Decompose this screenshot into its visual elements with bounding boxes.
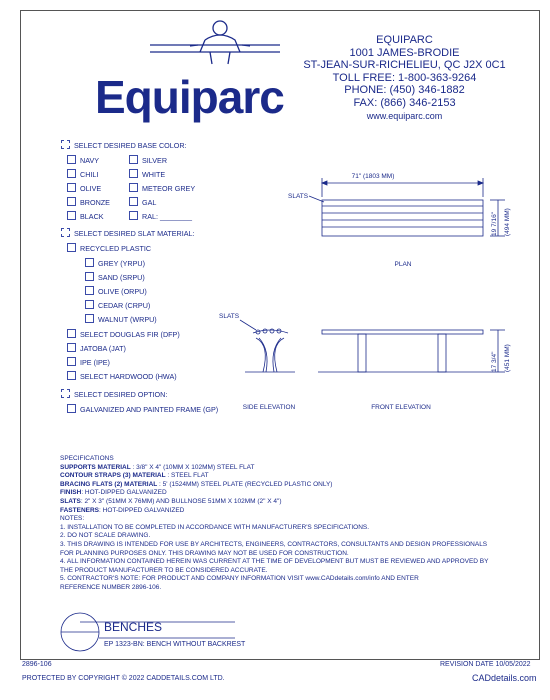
spec-line: SLATS: 2" X 3" (51MM X 76MM) AND BULLNOSE 51MM X 102MM (2" X 4") xyxy=(60,497,282,505)
option-label: RAL: ________ xyxy=(142,212,192,221)
company-name: EQUIPARC xyxy=(376,34,433,46)
plan-slats-label: SLATS xyxy=(288,193,309,200)
front-elevation-label: FRONT ELEVATION xyxy=(371,404,431,411)
note-line: REFERENCE NUMBER 2896-106. xyxy=(60,583,162,591)
option-label: BRONZE xyxy=(80,198,110,207)
company-website[interactable]: www.equiparc.com xyxy=(366,110,443,121)
side-elevation-label: SIDE ELEVATION xyxy=(242,404,296,411)
option-label: OLIVE xyxy=(80,184,102,193)
company-tollfree: TOLL FREE: 1-800-363-9264 xyxy=(332,71,477,84)
option-label: BLACK xyxy=(80,212,104,221)
caddetails-brand[interactable]: CADdetails.com xyxy=(472,673,537,683)
option-label: GAL xyxy=(142,198,157,207)
spec-line: CONTOUR STRAPS (3) MATERIAL : STEEL FLAT xyxy=(60,472,209,480)
option-label: OLIVE (ORPU) xyxy=(98,287,147,296)
spec-line: BRACING FLATS (2) MATERIAL : 5' (1524MM) STEEL PLATE (RECYCLED PLASTIC ONLY) xyxy=(60,480,333,488)
company-address-2: ST-JEAN-SUR-RICHELIEU, QC J2X 0C1 xyxy=(303,59,506,72)
option-label: RECYCLED PLASTIC xyxy=(80,244,152,253)
option-label: IPE (IPE) xyxy=(80,358,110,367)
height-label-a: 17 3/4" xyxy=(491,351,498,372)
specs-heading: SPECIFICATIONS xyxy=(60,455,114,462)
plan-depth-label-b: (494 MM) xyxy=(504,208,511,236)
company-fax: FAX: (866) 346-2153 xyxy=(353,96,456,109)
option-label: METEOR GREY xyxy=(142,184,196,193)
option-label: WALNUT (WRPU) xyxy=(98,315,157,324)
copyright-notice: PROTECTED BY COPYRIGHT © 2022 CADDETAILS.COM LTD. xyxy=(22,675,225,682)
drawing-subtitle: EP 1323-BN: BENCH WITHOUT BACKREST xyxy=(104,641,246,648)
option-label: SILVER xyxy=(142,156,168,165)
company-phone: PHONE: (450) 346-1882 xyxy=(344,84,465,97)
option-label: NAVY xyxy=(80,156,100,165)
option-header[interactable]: SELECT DESIRED OPTION: xyxy=(61,389,167,399)
revision-date: REVISION DATE 10/05/2022 xyxy=(440,661,531,668)
plan-width-label: 71" (1803 MM) xyxy=(351,173,395,180)
spec-line: SUPPORTS MATERIAL : 3/8" X 4" (10MM X 102MM) STEEL FLAT xyxy=(60,463,255,471)
note-line: 3. THIS DRAWING IS INTENDED FOR USE BY ARCHITECTS, ENGINEERS, CONTRACTORS, CONSULTANTS AND DESIGN PROFESSIONALS xyxy=(60,540,488,548)
option-label: SAND (SRPU) xyxy=(98,273,145,282)
plan-depth-label-a: 19 7/16" xyxy=(491,212,498,236)
option-label: WHITE xyxy=(142,170,166,179)
note-line: FOR PLANNING PURPOSES ONLY. THIS DRAWING MAY NOT BE USED FOR CONSTRUCTION. xyxy=(60,549,349,557)
slat-material-header[interactable]: SELECT DESIRED SLAT MATERIAL: xyxy=(61,228,195,238)
note-line: THE PRODUCT MANUFACTURER TO BE CONSIDERED ACCURATE. xyxy=(60,566,268,574)
height-label-b: (451 MM) xyxy=(504,344,511,372)
drawing-title: BENCHES xyxy=(104,620,163,634)
plan-view-label: PLAN xyxy=(394,261,412,268)
note-line: 4. ALL INFORMATION CONTAINED HEREIN WAS CURRENT AT THE TIME OF DEVELOPMENT BUT MUST BE REVIEWED AND APPROVED BY xyxy=(60,558,489,566)
notes-heading: NOTES: xyxy=(60,515,85,523)
option-label: SELECT HARDWOOD (HWA) xyxy=(80,372,177,381)
option-label: SELECT DOUGLAS FIR (DFP) xyxy=(80,330,180,339)
company-address-1: 1001 JAMES-BRODIE xyxy=(349,46,460,59)
option-label: GALVANIZED AND PAINTED FRAME (GP) xyxy=(80,405,219,414)
base-color-header[interactable]: SELECT DESIRED BASE COLOR: xyxy=(61,140,187,150)
spec-line: FINISH: HOT-DIPPED GALVANIZED xyxy=(60,489,167,497)
logo-wordmark: Equiparc xyxy=(95,71,284,123)
option-label: CEDAR (CRPU) xyxy=(98,301,151,310)
spec-line: FASTENERS: HOT-DIPPED GALVANIZED xyxy=(60,506,185,514)
side-slats-label: SLATS xyxy=(219,313,240,320)
option-label: CHILI xyxy=(80,170,99,179)
note-line: 1. INSTALLATION TO BE COMPLETED IN ACCORDANCE WITH MANUFACTURER'S SPECIFICATIONS. xyxy=(60,523,370,531)
note-line: 5. CONTRACTOR'S NOTE: FOR PRODUCT AND COMPANY INFORMATION VISIT www.CADdetails.com/info AND ENTER xyxy=(60,575,419,583)
plan-outline xyxy=(322,200,483,236)
note-line: 2. DO NOT SCALE DRAWING. xyxy=(60,532,151,540)
drawing-reference: 2896-106 xyxy=(22,661,52,668)
option-label: GREY (YRPU) xyxy=(98,259,145,268)
specifications-block xyxy=(60,455,488,593)
option-label: JATOBA (JAT) xyxy=(80,344,126,353)
